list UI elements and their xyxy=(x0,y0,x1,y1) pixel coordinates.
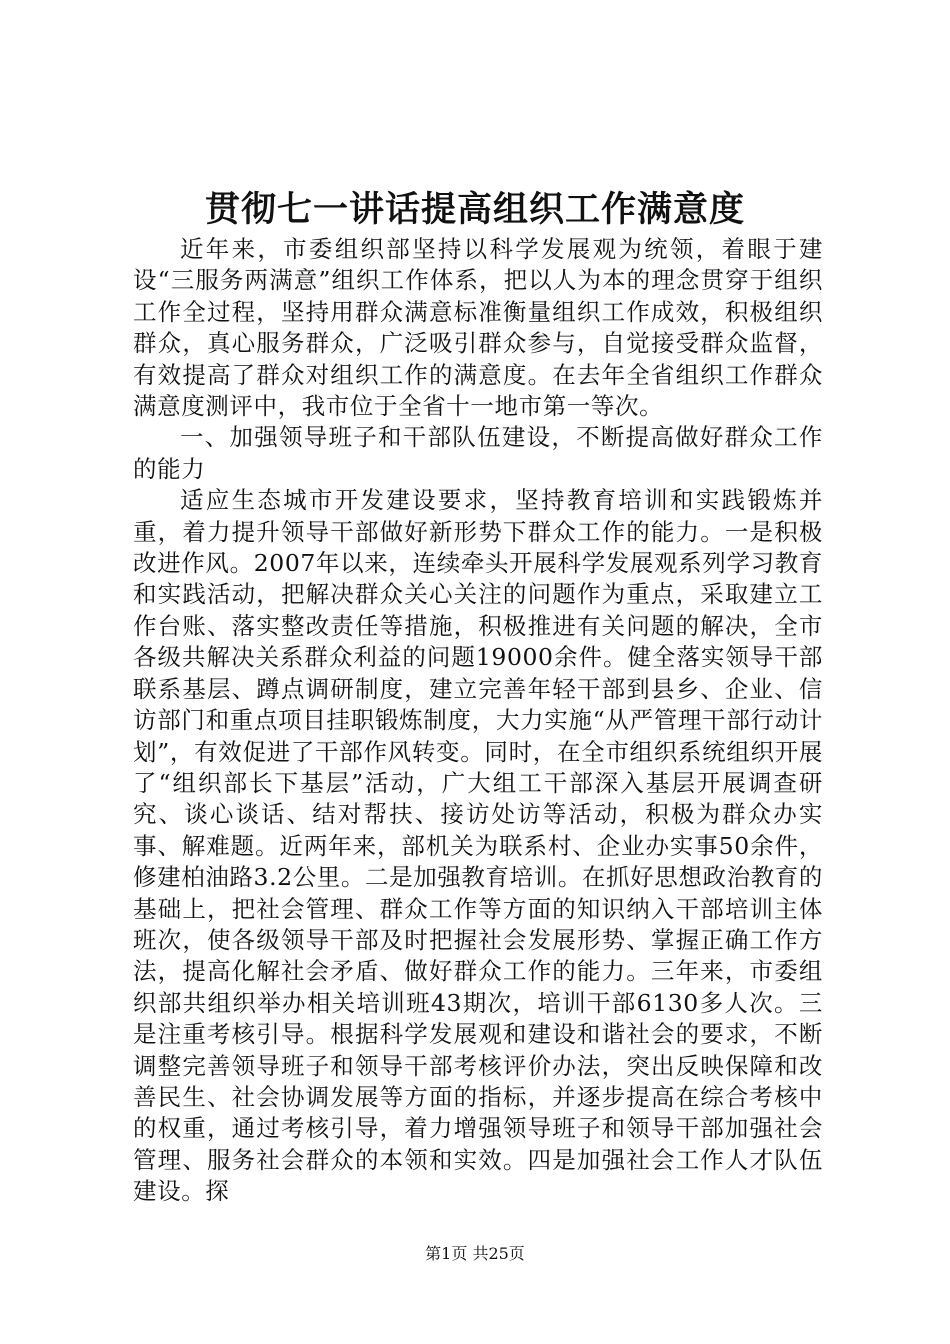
document-body xyxy=(133,234,823,1208)
paragraph-section-one: 适应生态城市开发建设要求，坚持教育培训和实践锻炼并重，着力提升领导干部做好新形势下群众工作的能力。一是积极改进作风。2007年以来，连续牵头开展科学发展观系列学习教育和实践活动，把解决群众关心关注的问题作为重点，采取建立工作台账、落实整改责任等措施，积极推进有关问题的解决，全市各级共解决关系群众利益的问题19000余件。健全落实领导干部联系基层、蹲点调研制度，建立完善年轻干部到县乡、企业、信访部门和重点项目挂职锻炼制度，大力实施“从严管理干部行动计划”，有效促进了干部作风转变。同时，在全市组织系统组织开展了“组织部长下基层”活动，广大组工干部深入基层开展调查研究、谈心谈话、结对帮扶、接访处访等活动，积极为群众办实事、解难题。近两年来，部机关为联系村、企业办实事50余件，修建柏油路3.2公里。二是加强教育培训。在抓好思想政治教育的基础上，把社会管理、群众工作等方面的知识纳入干部培训主体班次，使各级领导干部及时把握社会发展形势、掌握正确工作方法，提高化解社会矛盾、做好群众工作的能力。三年来，市委组织部共组织举办相关培训班43期次，培训干部6130多人次。三是注重考核引导。根据科学发展观和建设和谐社会的要求，不断调整完善领导班子和领导干部考核评价办法，突出反映保障和改善民生、社会协调发展等方面的指标，并逐步提高在综合考核中的权重，通过考核引导，着力增强领导班子和领导干部加强社会管理、服务社会群众的本领和实效。四是加强社会工作人才队伍建设。探 xyxy=(133,486,823,1206)
section-heading: 一、加强领导班子和干部队伍建设，不断提高做好群众工作的能力 xyxy=(133,423,823,483)
page-footer: 第1页 共25页 xyxy=(425,1244,525,1263)
paragraph-intro: 近年来，市委组织部坚持以科学发展观为统领，着眼于建设“三服务两满意”组织工作体系，把以人为本的理念贯穿于组织工作全过程，坚持用群众满意标准衡量组织工作成效，积极组织群众，真心服务群众，广泛吸引群众参与，自觉接受群众监督，有效提高了群众对组织工作的满意度。在去年全省组织工作群众满意度测评中，我市位于全省十一地市第一等次。 xyxy=(133,235,823,421)
document-title: 贯彻七一讲话提高组织工作满意度 xyxy=(204,189,745,230)
